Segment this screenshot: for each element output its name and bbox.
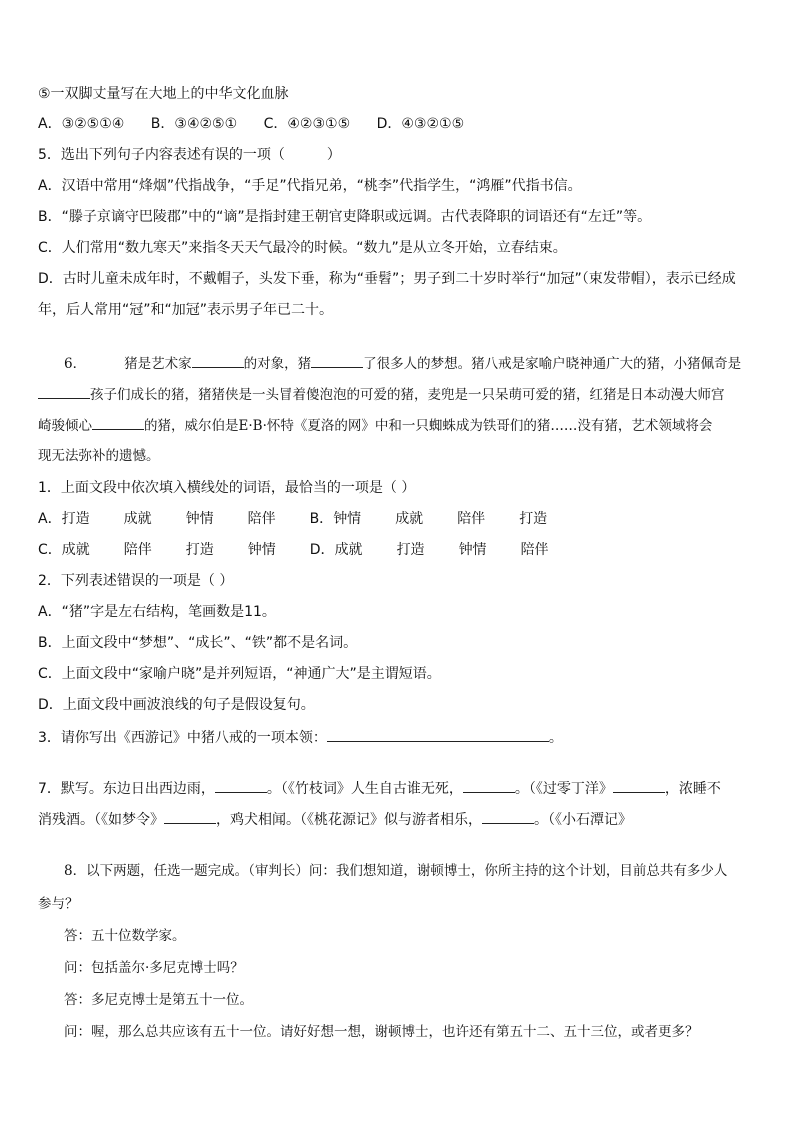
blank-1 xyxy=(192,353,244,368)
q6-2-option-d: D．上面文段中画波浪线的句子是假设复句。 xyxy=(38,697,315,713)
q5-option-a: A．汉语中常用“烽烟”代指战争，“手足”代指兄弟，“桃李”代指学生，“鸿雁”代指书信。 xyxy=(38,178,582,194)
q4-option-c: C．④②③①⑤ xyxy=(263,116,351,132)
q6-passage-line4: 现无法弥补的遗憾。 xyxy=(38,448,160,464)
q8-question-3: 问：喔，那么总共应该有五十一位。请好好想一想，谢顿博士，也许还有第五十二、五十三位，或者更多？ xyxy=(64,1024,699,1040)
q6-2-stem: 2．下列表述错误的一项是（ ） xyxy=(38,573,234,589)
blank-4 xyxy=(92,415,144,430)
q5-option-b: B．“滕子京谪守巴陵郡”中的“谪”是指封建王朝官吏降职或远调。古代表降职的词语还有“左迁”等。 xyxy=(38,209,652,225)
q4-option-a: A．③②⑤①④ xyxy=(38,116,125,132)
q4-option-b: B．③④②⑤① xyxy=(150,116,238,132)
q6-passage-line2: 孩子们成长的猪，猪猪侠是一头冒着傻泡泡的可爱的猪，麦兜是一只呆萌可爱的猪，红猪是日本动漫大师宫 xyxy=(38,384,725,405)
blank-2 xyxy=(311,353,363,368)
q6-2-option-b: B．上面文段中“梦想”、“成长”、“铁”都不是名词。 xyxy=(38,635,358,651)
blank xyxy=(613,778,665,793)
q7-line1: 7．默写。东边日出西边雨， 。（《竹枝词》人生自古谁无死， 。（《过零丁洋》 ，浓睡不 xyxy=(38,778,721,799)
q6-1-options-ab: A．打造 成就 钟情 陪伴 B．钟情 成就 陪伴 打造 xyxy=(38,511,548,527)
q5-option-c: C．人们常用“数九寒天”来指冬天天气最冷的时候。“数九”是从立冬开始，立春结束。 xyxy=(38,240,567,256)
q8-line2: 参与？ xyxy=(38,896,79,912)
blank-3 xyxy=(38,384,90,399)
q6-3-stem: 3．请你写出《西游记》中猪八戒的一项本领： 。 xyxy=(38,727,563,748)
q6-passage-line1: 6． 猪是艺术家 的对象，猪 了很多人的梦想。猪八戒是家喻户晓神通广大的猪，小猪佩奇是 xyxy=(64,353,741,374)
q4-options xyxy=(38,114,464,134)
blank xyxy=(463,778,515,793)
blank xyxy=(215,778,267,793)
q6-passage-line3: 崎骏倾心 的猪，威尔伯是E·B·怀特《夏洛的网》中和一只蜘蛛成为铁哥们的猪……没有猪，艺术领域将会 xyxy=(38,415,712,436)
q5-option-d-line1: D．古时儿童未成年时，不戴帽子，头发下垂，称为“垂髫”；男子到二十岁时举行“加冠”（束发带帽），表示已经成 xyxy=(38,271,736,287)
q4-statement-5: ⑤一双脚丈量写在大地上的中华文化血脉 xyxy=(38,86,289,102)
blank xyxy=(482,809,534,824)
q6-2-option-a: A．“猪”字是左右结构，笔画数是11。 xyxy=(38,604,276,620)
q6-1-stem: 1．上面文段中依次填入横线处的词语，最恰当的一项是（ ） xyxy=(38,480,416,496)
answer-blank xyxy=(327,727,549,742)
q8-answer-2: 答：多尼克博士是第五十一位。 xyxy=(64,992,253,1008)
q5-stem: 5．选出下列句子内容表述有误的一项（ ） xyxy=(38,147,341,163)
q6-1-options-cd: C．成就 陪伴 打造 钟情 D．成就 打造 钟情 陪伴 xyxy=(38,542,549,558)
q8-question-2: 问：包括盖尔·多尼克博士吗？ xyxy=(64,960,244,976)
q8-answer-1: 答：五十位数学家。 xyxy=(64,928,186,944)
q8-line1: 8．以下两题，任选一题完成。（审判长）问：我们想知道，谢顿博士，你所主持的这个计划，目前总共有多少人 xyxy=(64,863,728,879)
q5-option-d-line2: 年，后人常用“冠”和“加冠”表示男子年已二十。 xyxy=(38,302,334,318)
q4-option-d: D．④③②①⑤ xyxy=(376,116,465,132)
blank xyxy=(164,809,216,824)
q7-line2: 消残酒。（《如梦令》 ，鸡犬相闻。（《桃花源记》似与游者相乐， 。（《小石潭记》 xyxy=(38,809,632,830)
q6-2-option-c: C．上面文段中“家喻户晓”是并列短语，“神通广大”是主谓短语。 xyxy=(38,666,441,682)
